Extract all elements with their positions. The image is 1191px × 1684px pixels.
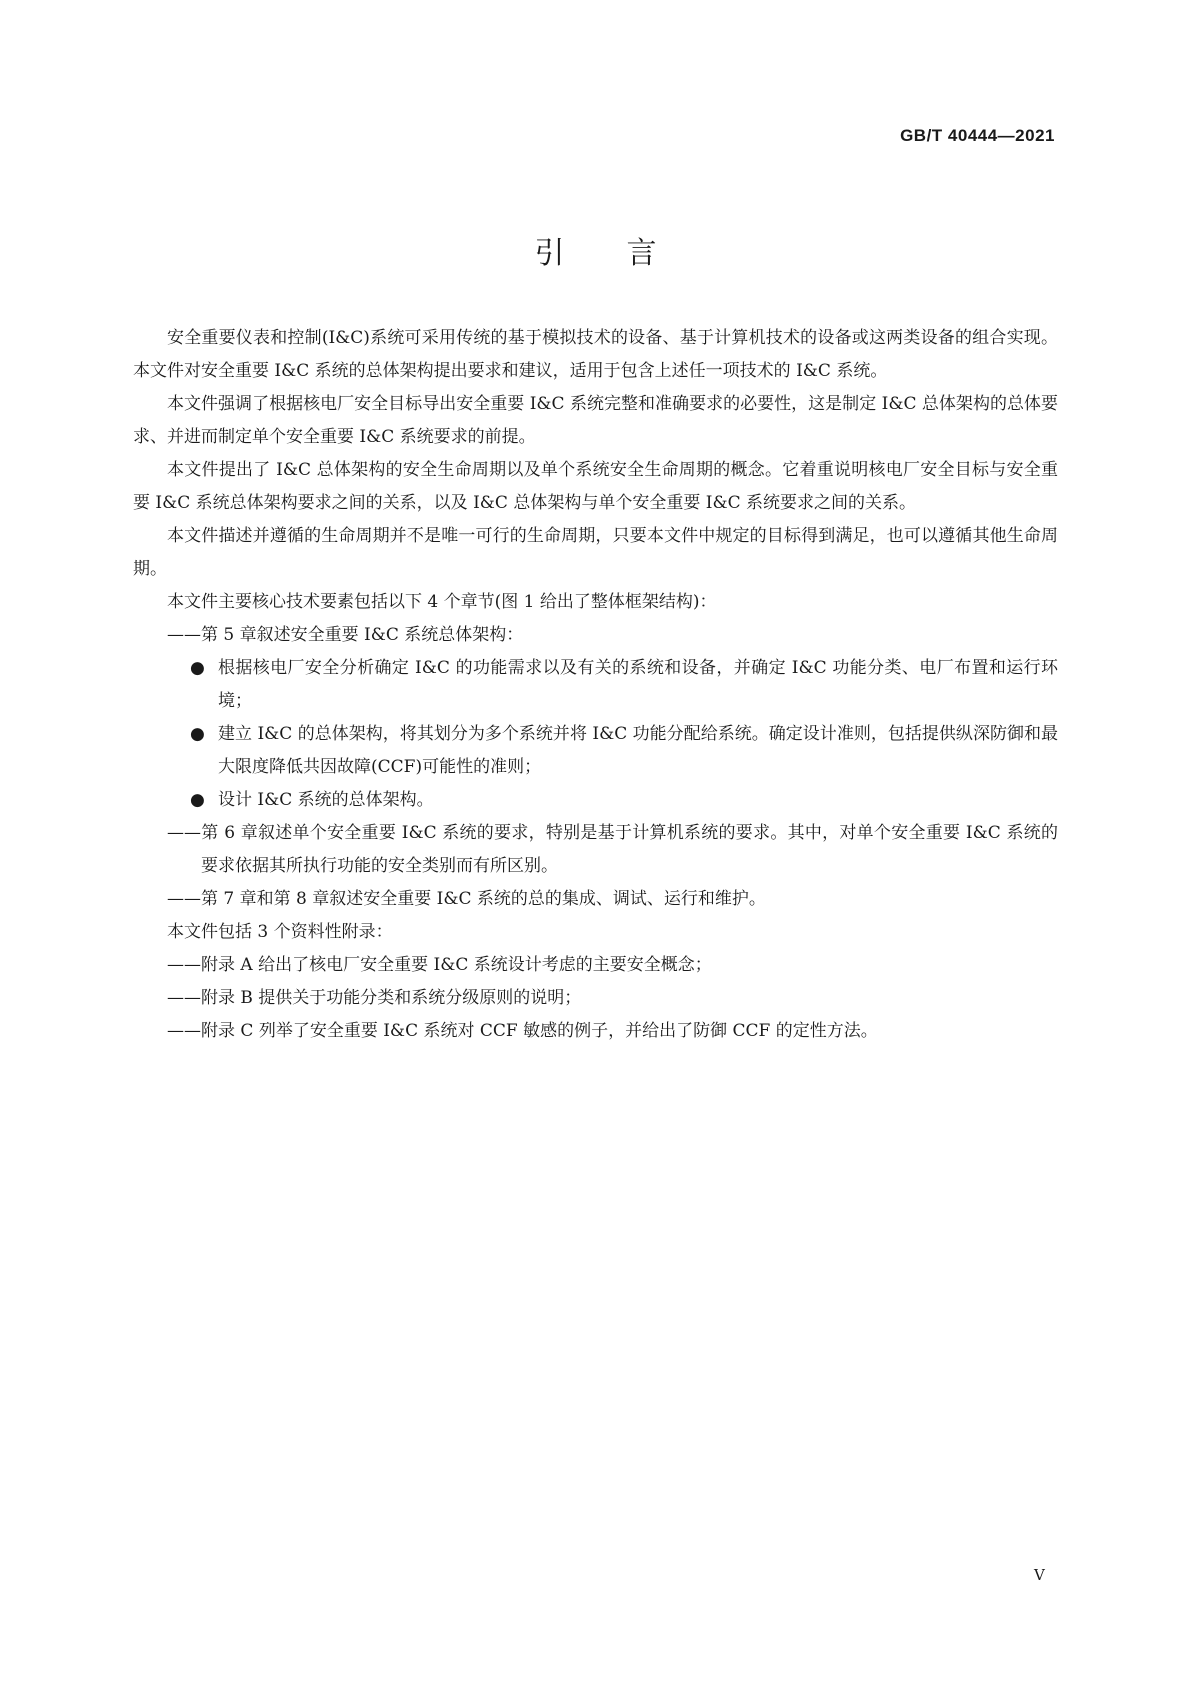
annex-intro: 本文件包括 3 个资料性附录： (167, 922, 393, 942)
intro-paragraph: 安全重要仪表和控制(I&C)系统可采用传统的基于模拟技术的设备、基于计算机技术的设备或这两类设备的组合实现。本文件对安全重要 I&C 系统的总体架构提出要求和建议，适用于包含上述任一项技术的 I&C 系统。 (133, 328, 1058, 381)
bullet-text: 建立 I&C 的总体架构，将其划分为多个系统并将 I&C 功能分配给系统。确定设计准则，包括提供纵深防御和最大限度降低共因故障(CCF)可能性的准则； (218, 724, 1058, 777)
annex-b-item: ——附录 B 提供关于功能分类和系统分级原则的说明； (167, 988, 582, 1008)
bullet-text: 根据核电厂安全分析确定 I&C 的功能需求以及有关的系统和设备，并确定 I&C 功能分类、电厂布置和运行环境； (218, 658, 1058, 711)
intro-paragraph: 本文件提出了 I&C 总体架构的安全生命周期以及单个系统安全生命周期的概念。它着重说明核电厂安全目标与安全重要 I&C 系统总体架构要求之间的关系，以及 I&C 总体架构与单个安全重要 I&C 系统要求之间的关系。 (133, 460, 1058, 513)
bullet-item (133, 718, 1058, 784)
bullet-item (133, 652, 1058, 718)
bullet-icon: ● (190, 658, 205, 678)
intro-paragraph: 本文件描述并遵循的生命周期并不是唯一可行的生命周期，只要本文件中规定的目标得到满足，也可以遵循其他生命周期。 (133, 526, 1058, 579)
annex-a-item: ——附录 A 给出了核电厂安全重要 I&C 系统设计考虑的主要安全概念； (167, 955, 712, 975)
standard-number: GB/T 40444—2021 (900, 126, 1055, 145)
bullet-text: 设计 I&C 系统的总体架构。 (218, 790, 434, 810)
bullet-item (133, 784, 1058, 817)
chapter-6-item: ——第 6 章叙述单个安全重要 I&C 系统的要求，特别是基于计算机系统的要求。其中，对单个安全重要 I&C 系统的要求依据其所执行功能的安全类别而有所区别。 (167, 823, 1058, 876)
intro-paragraph: 本文件强调了根据核电厂安全目标导出安全重要 I&C 系统完整和准确要求的必要性，这是制定 I&C 总体架构的总体要求、并进而制定单个安全重要 I&C 系统要求的前提。 (133, 394, 1058, 447)
chapter-7-8-item: ——第 7 章和第 8 章叙述安全重要 I&C 系统的总的集成、调试、运行和维护。 (167, 889, 766, 909)
bullet-icon: ● (190, 790, 205, 810)
document-body (133, 322, 1058, 1048)
annex-c-item: ——附录 C 列举了安全重要 I&C 系统对 CCF 敏感的例子，并给出了防御 CCF 的定性方法。 (167, 1021, 878, 1041)
chapter-5-bullets (133, 652, 1058, 817)
page-number: V (1034, 1566, 1045, 1584)
chapter-5-item: ——第 5 章叙述安全重要 I&C 系统总体架构： (167, 625, 524, 645)
bullet-icon: ● (190, 724, 205, 744)
chapters-intro: 本文件主要核心技术要素包括以下 4 个章节(图 1 给出了整体框架结构)： (167, 592, 717, 612)
page-title: 引言 (534, 236, 719, 271)
